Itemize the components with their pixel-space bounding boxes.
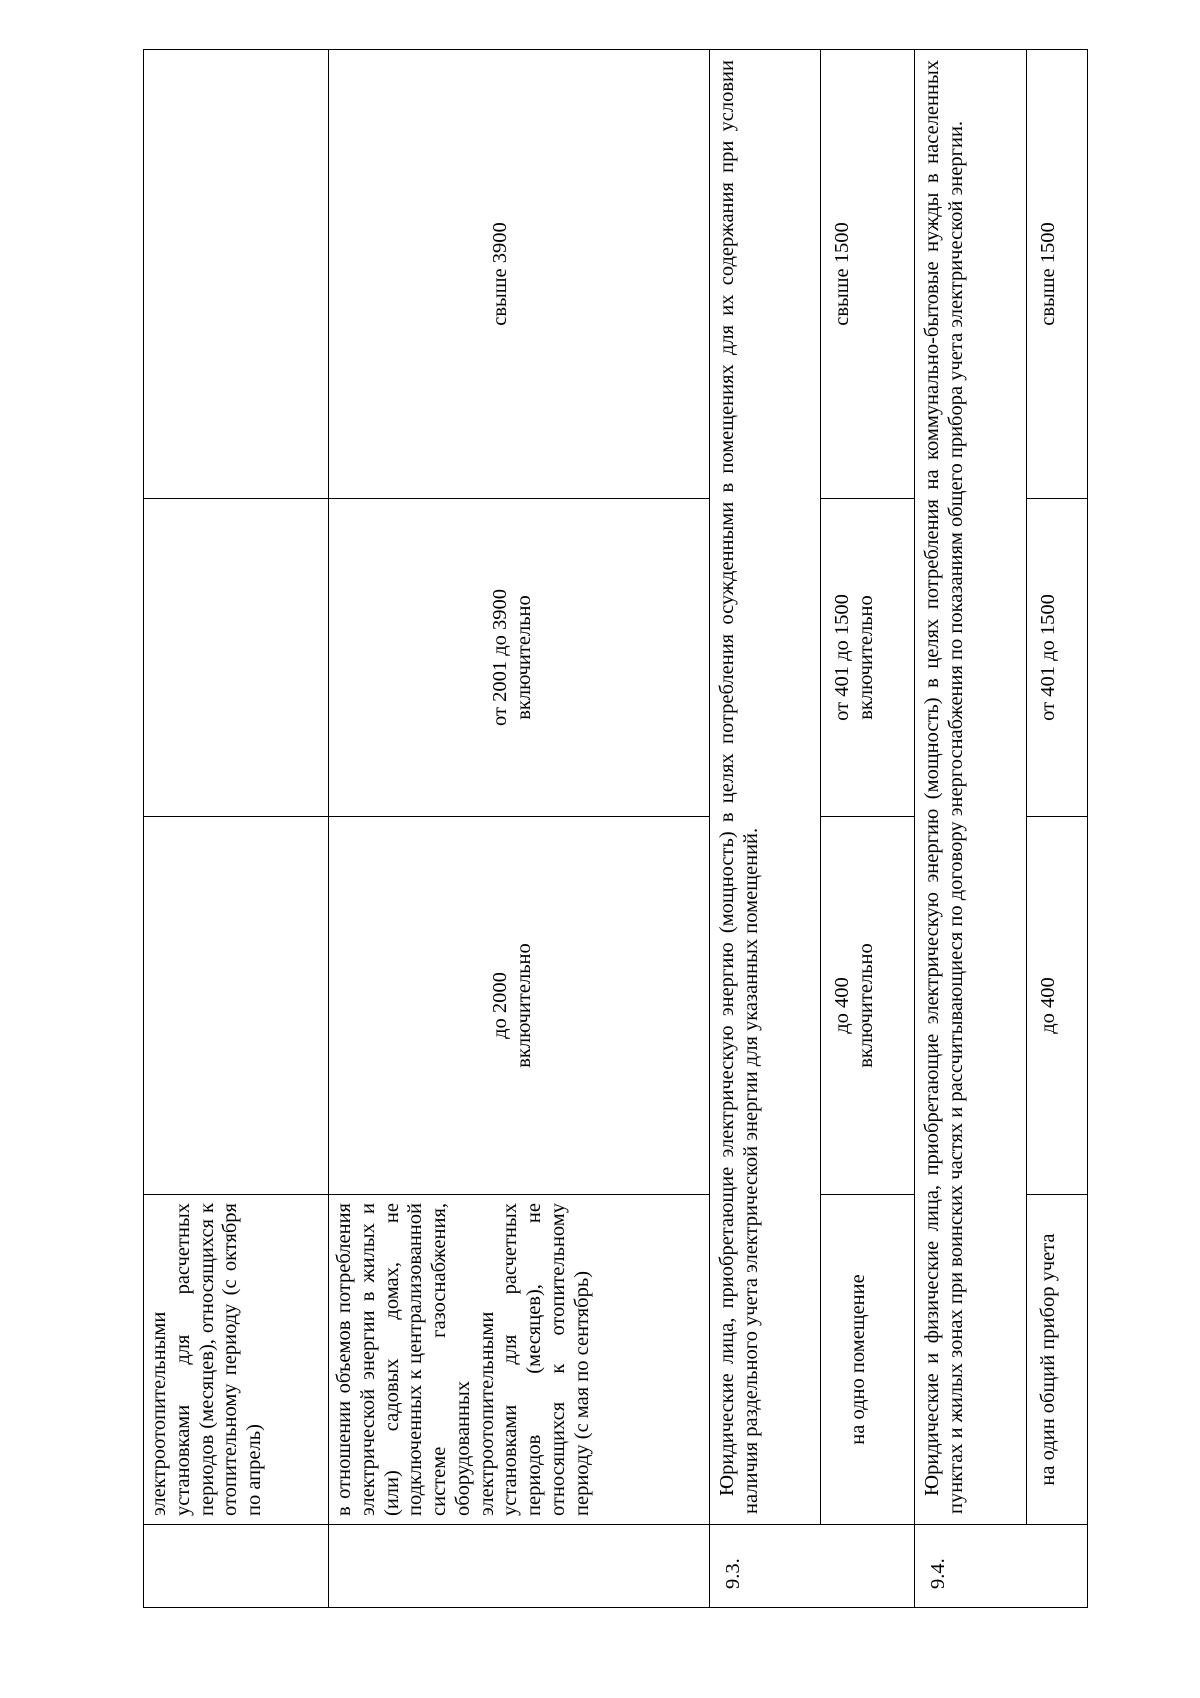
item-number: 9.3.	[710, 1525, 915, 1608]
table-row	[1026, 50, 1087, 1608]
value-cell: свыше 1500	[821, 50, 915, 499]
value-cell: до 2000 включительно	[329, 817, 710, 1195]
value-cell	[144, 50, 329, 499]
table-row	[914, 50, 1026, 1608]
value-cell: свыше 1500	[1026, 50, 1087, 499]
table-row	[144, 50, 329, 1608]
value-cell	[144, 499, 329, 817]
section-text: Юридические лица, приобретающие электрическую энергию (мощность) в целях потребления осужденными в помещениях для их содержания при условии наличия раздельного учета электрической энергии для указанных помещений.	[716, 60, 762, 1514]
value-cell: свыше 3900	[329, 50, 710, 499]
subcategory-cell: на одно помещение	[821, 1195, 915, 1525]
tariff-table	[143, 49, 1088, 1608]
section-description	[710, 50, 821, 1525]
value-cell	[144, 817, 329, 1195]
table-row	[329, 50, 710, 1608]
section-description	[914, 50, 1026, 1525]
value-cell: от 401 до 1500	[1026, 499, 1087, 817]
description-cell: электроотопительными установками для расчетных периодов (месяцев), относящихся к отопительному периоду (с октября по апрель)	[144, 1195, 329, 1525]
table-row	[710, 50, 821, 1608]
value-cell: до 400	[1026, 817, 1087, 1195]
number-cell	[329, 1525, 710, 1608]
subcategory-cell: на один общий прибор учета	[1026, 1195, 1087, 1525]
section-text: Юридические и физические лица, приобретающие электрическую энергию (мощность) в целях потребления на коммунально-бытовые нужды в населенных пунктах и жилых зонах при воинских частях и рассчитывающиеся по договору энергоснабжения по показаниям общего прибора учета электрической энергии.	[920, 60, 967, 1514]
rotated-page	[143, 50, 1088, 1608]
value-cell: от 401 до 1500 включительно	[821, 499, 915, 817]
description-cell: в отношении объемов потребления электрической энергии в жилых и (или) садовых домах, не подключенных к централизованной системе газоснабжения, оборудованных электроотопительными установками для расчетных периодов (месяцев), не относящихся к отопительному периоду (с мая по сентябрь)	[329, 1195, 710, 1525]
item-number: 9.4.	[914, 1525, 1087, 1608]
value-cell: от 2001 до 3900 включительно	[329, 499, 710, 817]
value-cell: до 400 включительно	[821, 817, 915, 1195]
table-row	[821, 50, 915, 1608]
number-cell	[144, 1525, 329, 1608]
